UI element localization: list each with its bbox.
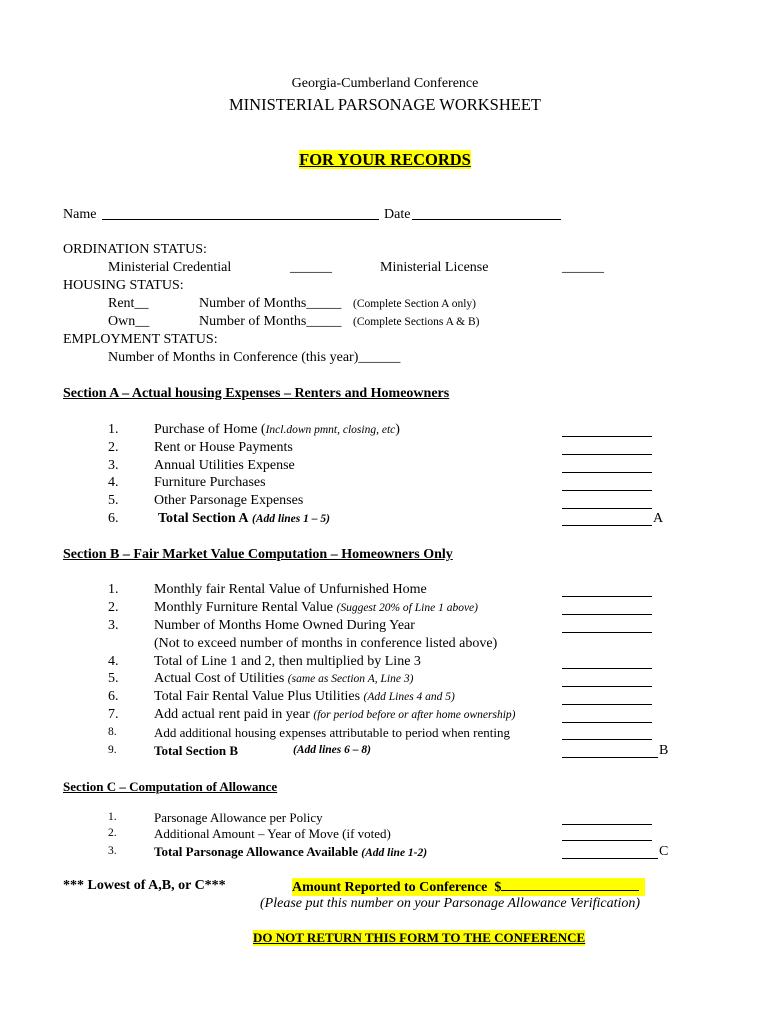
list-item: Other Parsonage Expenses xyxy=(154,493,304,508)
list-item xyxy=(154,600,478,616)
name-field[interactable] xyxy=(102,219,379,220)
lowest-label: *** Lowest of A,B, or C*** xyxy=(63,878,226,893)
list-item-number: 8. xyxy=(108,726,117,738)
dollar-sign: $ xyxy=(494,880,502,895)
item-text: Total Section A xyxy=(158,511,249,526)
list-item-number: 3. xyxy=(108,458,119,473)
list-item xyxy=(154,707,515,723)
amount-field[interactable] xyxy=(562,508,652,509)
item-text: Purchase of Home ( xyxy=(154,422,266,437)
amount-field[interactable] xyxy=(562,739,652,740)
list-item-number: 2. xyxy=(108,827,117,839)
list-item-number: 6. xyxy=(108,511,119,526)
amount-field[interactable] xyxy=(501,878,639,891)
conference-name: Georgia-Cumberland Conference xyxy=(291,76,479,91)
list-item-number: 5. xyxy=(108,493,119,508)
list-item-number: 3. xyxy=(108,618,119,633)
date-label: Date xyxy=(384,207,411,222)
list-item: Add additional housing expenses attributable to period when renting xyxy=(154,725,510,740)
list-item xyxy=(154,689,455,705)
list-item-number: 2. xyxy=(108,440,119,455)
list-item-number: 1. xyxy=(108,582,119,597)
list-item: Total of Line 1 and 2, then multiplied by Line 3 xyxy=(154,654,421,669)
total-b-field[interactable] xyxy=(562,757,658,758)
list-item-number: 9. xyxy=(108,744,117,756)
total-c-field[interactable] xyxy=(562,858,658,859)
amount-field[interactable] xyxy=(562,614,652,615)
own-note: (Complete Sections A & B) xyxy=(353,316,480,328)
employment-months[interactable]: Number of Months in Conference (this year)______ xyxy=(108,350,401,365)
list-item: Annual Utilities Expense xyxy=(154,458,295,473)
total-b-suffix: B xyxy=(659,743,669,758)
list-item xyxy=(158,511,330,527)
item-text: Total Parsonage Allowance Available xyxy=(154,844,359,859)
rent-option[interactable]: Rent__ xyxy=(108,296,149,311)
item-note: (Add line 1-2) xyxy=(361,847,428,859)
list-item: Additional Amount – Year of Move (if voted) xyxy=(154,826,391,841)
ordination-heading: ORDINATION STATUS: xyxy=(63,242,207,257)
name-label: Name xyxy=(63,207,97,222)
total-a-suffix: A xyxy=(653,511,664,526)
section-c-heading: Section C – Computation of Allowance xyxy=(63,779,278,794)
list-item xyxy=(154,671,413,687)
total-a-field[interactable] xyxy=(562,525,652,526)
list-item: Total Section B xyxy=(154,743,239,758)
amount-field[interactable] xyxy=(562,596,652,597)
amount-field[interactable] xyxy=(562,454,652,455)
list-item: Parsonage Allowance per Policy xyxy=(154,810,323,825)
item-note: (Suggest 20% of Line 1 above) xyxy=(336,602,478,614)
credential-label: Ministerial Credential xyxy=(108,260,232,275)
date-field[interactable] xyxy=(412,219,561,220)
list-item xyxy=(154,844,427,860)
list-item-number: 1. xyxy=(108,811,117,823)
item-note: (Add Lines 4 and 5) xyxy=(363,691,455,703)
records-label: FOR YOUR RECORDS xyxy=(299,150,471,169)
page-title: MINISTERIAL PARSONAGE WORKSHEET xyxy=(229,95,541,114)
item-note: (for period before or after home ownership) xyxy=(313,709,516,721)
amount-field[interactable] xyxy=(562,840,652,841)
item-text: Monthly Furniture Rental Value xyxy=(154,600,333,615)
list-item-number: 4. xyxy=(108,654,119,669)
list-item xyxy=(154,422,400,438)
item-text-end: ) xyxy=(395,422,400,437)
item-text: Total Fair Rental Value Plus Utilities xyxy=(154,689,361,704)
amount-label: Amount Reported to Conference xyxy=(292,880,488,895)
item-note: (same as Section A, Line 3) xyxy=(287,673,414,685)
amount-field[interactable] xyxy=(562,472,652,473)
rent-months[interactable]: Number of Months_____ xyxy=(199,296,342,311)
section-b-heading: Section B – Fair Market Value Computation – Homeowners Only xyxy=(63,547,453,562)
housing-heading: HOUSING STATUS: xyxy=(63,278,184,293)
list-item-number: 7. xyxy=(108,707,119,722)
list-item: Rent or House Payments xyxy=(154,440,293,455)
amount-field[interactable] xyxy=(562,824,652,825)
employment-heading: EMPLOYMENT STATUS: xyxy=(63,332,218,347)
list-item-number: 6. xyxy=(108,689,119,704)
list-item-number: 2. xyxy=(108,600,119,615)
return-warning: DO NOT RETURN THIS FORM TO THE CONFERENCE xyxy=(253,930,586,945)
own-months[interactable]: Number of Months_____ xyxy=(199,314,342,329)
rent-note: (Complete Section A only) xyxy=(353,298,476,310)
credential-blank[interactable]: ______ xyxy=(290,260,332,275)
list-item-number: 4. xyxy=(108,475,119,490)
records-banner xyxy=(0,150,770,170)
amount-field[interactable] xyxy=(562,490,652,491)
item-note: (Add lines 1 – 5) xyxy=(252,513,330,525)
item-note: (Add lines 6 – 8) xyxy=(293,744,371,756)
amount-field[interactable] xyxy=(562,632,652,633)
total-c-suffix: C xyxy=(659,844,669,859)
list-item: Furniture Purchases xyxy=(154,475,266,490)
verification-note: (Please put this number on your Parsonage Allowance Verification) xyxy=(260,896,641,911)
list-item-number: 3. xyxy=(108,845,117,857)
item-text: Actual Cost of Utilities xyxy=(154,671,285,686)
license-blank[interactable]: ______ xyxy=(562,260,604,275)
item-note: Incl.down pmnt, closing, etc xyxy=(265,424,396,436)
item-text: Add actual rent paid in year xyxy=(154,707,310,722)
amount-field[interactable] xyxy=(562,704,652,705)
license-label: Ministerial License xyxy=(380,260,489,275)
list-item-subtext: (Not to exceed number of months in conference listed above) xyxy=(154,636,498,651)
own-option[interactable]: Own__ xyxy=(108,314,150,329)
amount-field[interactable] xyxy=(562,668,652,669)
list-item: Monthly fair Rental Value of Unfurnished Home xyxy=(154,582,427,597)
list-item-number: 5. xyxy=(108,671,119,686)
list-item: Number of Months Home Owned During Year xyxy=(154,618,415,633)
amount-reported xyxy=(292,878,645,896)
list-item-number: 1. xyxy=(108,422,119,437)
amount-field[interactable] xyxy=(562,722,652,723)
amount-field[interactable] xyxy=(562,686,652,687)
amount-field[interactable] xyxy=(562,436,652,437)
section-a-heading: Section A – Actual housing Expenses – Renters and Homeowners xyxy=(63,386,450,401)
